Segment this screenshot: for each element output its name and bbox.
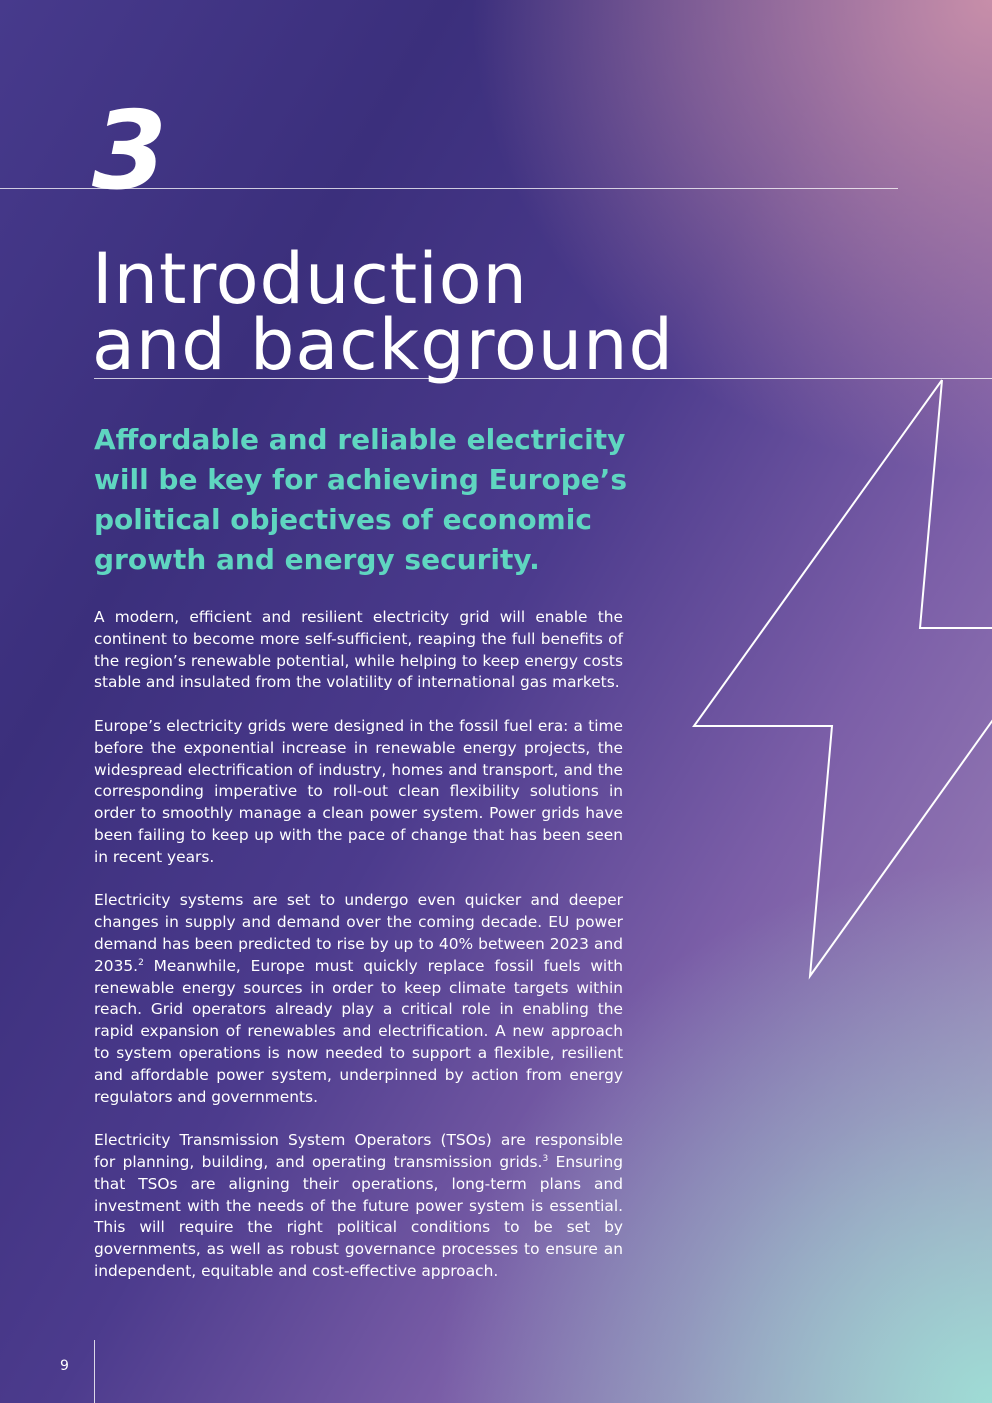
paragraph-4: [94, 1130, 623, 1283]
title-line-1: Introduction: [92, 238, 528, 320]
footnote-ref-2[interactable]: 2: [138, 957, 144, 968]
chapter-number: 3: [92, 89, 166, 214]
paragraph-3-text-a: Electricity systems are set to undergo even quicker and deeper changes in supply and demand over the coming decade. EU power demand has been predicted to rise by up to 40% between 2023 and 2035.: [94, 891, 623, 975]
paragraph-2: Europe’s electricity grids were designed in the fossil fuel era: a time before the exponential increase in renewable energy projects, the widespread electrification of industry, homes and transport, and the corresponding imperative to roll-out clean flexibility solutions in order to smoothly manage a clean power system. Power grids have been failing to keep up with the pace of change that has been seen in recent years.: [94, 716, 623, 866]
lead-statement: Affordable and reliable electricity will be key for achieving Europe’s political objectives of economic growth and energy security.: [94, 423, 628, 576]
paragraph-3: [94, 890, 623, 1108]
paragraph-3-text-b: Meanwhile, Europe must quickly replace fossil fuels with renewable energy sources in order to keep climate targets within reach. Grid operators already play a critical role in enabling the rapid expansion of renewables and electrification. A new approach to system operations is now needed to support a flexible, resilient and affordable power system, underpinned by action from energy regulators and governments.: [94, 956, 623, 1106]
page-number: 9: [60, 1358, 69, 1374]
paragraph-4-text-a: Electricity Transmission System Operators (TSOs) are responsible for planning, building, and operating transmission grids.: [94, 1131, 623, 1171]
section-title: [92, 238, 812, 386]
title-line-2: and background: [92, 304, 674, 386]
paragraph-4-text-b: Ensuring that TSOs are aligning their operations, long-term plans and investment with the needs of the future power system is essential. This will require the right political conditions to be set by governments, as well as robust governance processes to ensure an independent, equitable and cost-effective approach.: [94, 1152, 623, 1280]
body-text: [94, 607, 623, 1305]
footnote-ref-3[interactable]: 3: [542, 1153, 549, 1164]
paragraph-1: A modern, efficient and resilient electricity grid will enable the continent to become more self-sufficient, reaping the full benefits of the region’s renewable potential, while helping to keep energy costs stable and insulated from the volatility of international gas markets.: [94, 608, 623, 692]
lightning-bolt-icon: [680, 370, 992, 990]
footer-rule: [94, 1340, 95, 1403]
